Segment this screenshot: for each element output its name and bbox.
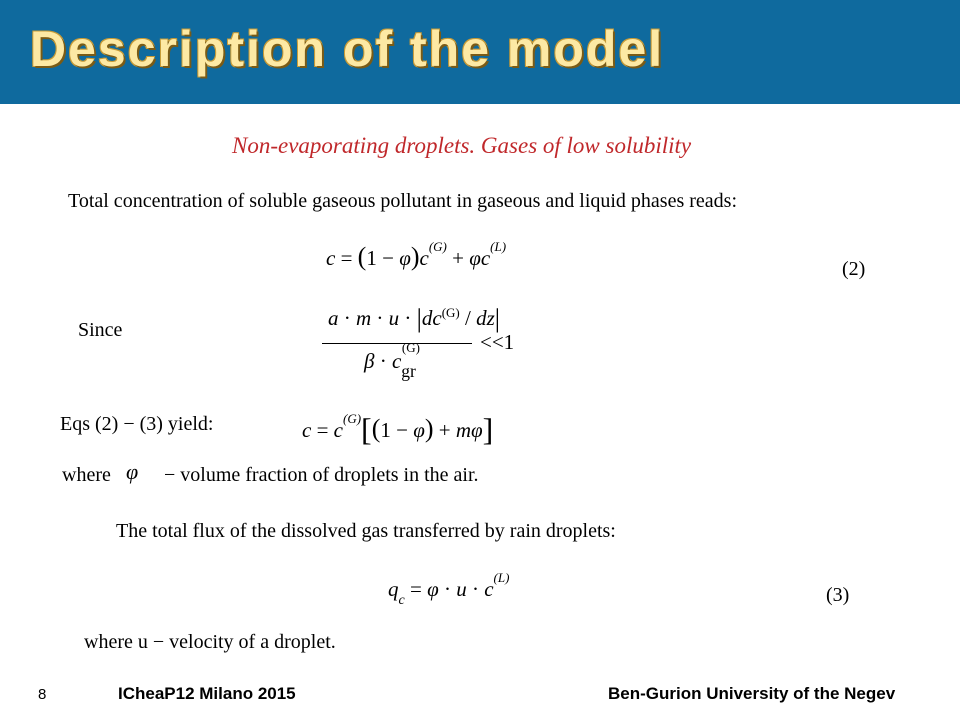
inequality-fraction: $a \cdot m \cdot u \cdot |dc^{(G)} / dz|$ $\beta \cdot c_{gr}^{(G)}$ <<1 [320,300,540,380]
equation-3-label: (3) [826,584,850,606]
where-label: where [62,464,111,486]
eqs-yield-text: Eqs (2) − (3) yield: [60,413,214,435]
page-number: 8 [38,686,47,703]
university-name: Ben-Gurion University of the Negev [608,684,896,703]
slide-title: Description of the model [30,21,665,77]
equation-2-label: (2) [842,258,866,280]
intro-text: Total concentration of soluble gaseous pollutant in gaseous and liquid phases reads: [68,190,738,212]
since-label: Since [78,319,123,341]
result-equation: $c = c^{(G)}[(1 - \varphi) + m\varphi]$ [302,411,494,447]
conference-name: ICheaP12 Milano 2015 [118,684,296,703]
where-u-text: where u − velocity of a droplet. [84,631,336,653]
slide-subtitle: Non-evaporating droplets. Gases of low solubility [232,133,692,158]
phi-symbol: φ [126,459,139,484]
equation-3: $q_c = \varphi \cdot u \cdot c^{(L)}$ [388,570,510,609]
equation-2: $c = (1 - \varphi)c^{(G)} + \varphi c^{(L)}$ [326,239,507,271]
title-bar [0,0,960,104]
phi-definition: − volume fraction of droplets in the air. [164,464,479,486]
flux-text: The total flux of the dissolved gas transferred by rain droplets: [116,520,616,542]
